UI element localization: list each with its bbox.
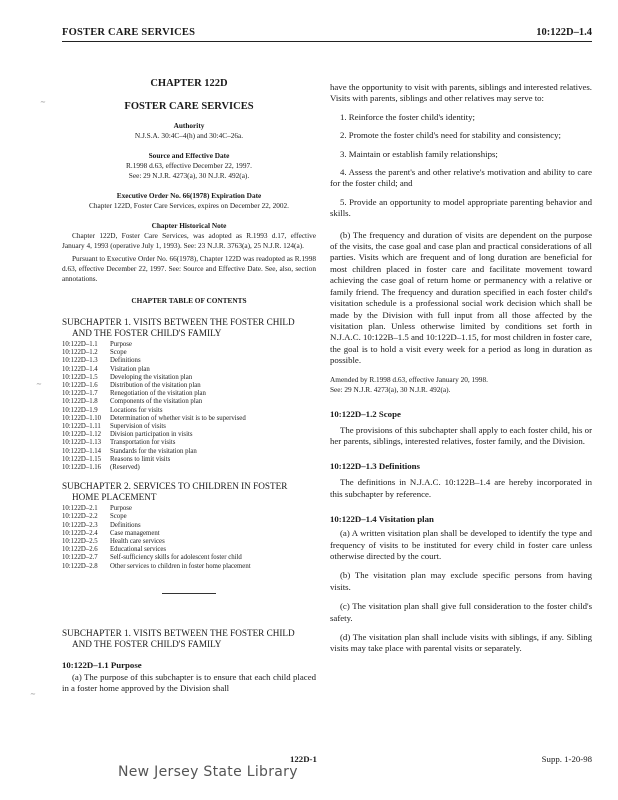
toc-row[interactable]: 10:122D–1.13 Transportation for visits: [62, 439, 176, 447]
section-1-1-text: (a) The purpose of this subchapter is to ensure that each child placed in a foster home approved by the Division shall: [62, 671, 316, 694]
toc-row[interactable]: 10:122D–1.3 Definitions: [62, 357, 141, 365]
paragraph-b: (b) The frequency and duration of visits are dependent on the purpose of the visits, the case goal and case plan and practical considerations of all parties. Visits which are frequent and of long duration are beneficial for most children placed in foster care and facilitate movement toward achieving the case goal of return home or permanency with a relative or family friend. The frequency and duration specified in each foster child's visitation schedule is a professional social work decision which shall be made by the Division with full input from all those affected by the visitation plan. Unless otherwise limited by conditions set forth in N.J.A.C. 10:122B–1.5 and 10:122D–1.15, for most children in foster care, the goal is to hold a visit every week for a period as long in duration as possible.: [330, 229, 592, 366]
section-1-4-b: (b) The visitation plan may exclude specific persons from having visits.: [330, 570, 592, 592]
supplement-date: Supp. 1-20-98: [541, 754, 592, 764]
scan-mark: ∼: [30, 690, 36, 698]
toc-row[interactable]: 10:122D–1.2 Scope: [62, 349, 127, 357]
toc-subchapter-2-list: [62, 505, 316, 571]
historical-note-2: Pursuant to Executive Order No. 66(1978), Chapter 122D was readopted as R.1998 d.63, effective December 22, 1997. See: Source and Effective Date. See, also, section annotations.: [62, 254, 316, 283]
toc-row[interactable]: 10:122D–1.4 Visitation plan: [62, 365, 150, 373]
section-1-4-c: (c) The visitation plan shall give full consideration to the foster child's safety.: [330, 601, 592, 623]
toc-row[interactable]: 10:122D–1.15 Reasons to limit visits: [62, 455, 171, 463]
page-number: 122D-1: [290, 754, 317, 764]
scan-mark: ∼: [36, 380, 42, 388]
list-item: 3. Maintain or establish family relationships;: [340, 148, 498, 159]
chapter-title: FOSTER CARE SERVICES: [124, 101, 254, 112]
left-column: [62, 52, 316, 695]
toc-row[interactable]: 10:122D–1.5 Developing the visitation plan: [62, 373, 193, 381]
section-1-1-title: 10:122D–1.1 Purpose: [62, 659, 142, 670]
toc-subchapter-2-title: SUBCHAPTER 2. SERVICES TO CHILDREN IN FOSTER HOME PLACEMENT: [62, 481, 288, 503]
historical-note-heading: Chapter Historical Note: [151, 221, 227, 230]
list-item: 5. Provide an opportunity to model appropriate parenting behavior and skills.: [330, 196, 592, 219]
toc-row[interactable]: 10:122D–1.1 Purpose: [62, 341, 132, 348]
section-1-2-text: The provisions of this subchapter shall apply to each foster child, his or her parents, siblings, interested relatives, foster family, and the Division.: [330, 424, 592, 446]
toc-row[interactable]: 10:122D–1.8 Components of the visitation plan: [62, 398, 203, 406]
source-line-1: R.1998 d.63, effective December 22, 1997.: [126, 161, 252, 170]
toc-row[interactable]: 10:122D–2.7 Self-sufficiency skills for adolescent foster child: [62, 554, 242, 562]
list-item: 2. Promote the foster child's need for stability and consistency;: [340, 130, 561, 141]
toc-row[interactable]: 10:122D–1.9 Locations for visits: [62, 406, 163, 414]
list-item: 1. Reinforce the foster child's identity;: [340, 111, 475, 122]
library-stamp: New Jersey State Library: [118, 764, 298, 780]
toc-row[interactable]: 10:122D–1.11 Supervision of visits: [62, 423, 166, 431]
toc-row[interactable]: 10:122D–1.12 Division participation in visits: [62, 431, 193, 439]
section-1-4-d: (d) The visitation plan shall include visits with siblings, if any. Sibling visits may take place with parental visits or separately.: [330, 632, 592, 654]
source-line-2: See: 29 N.J.R. 4273(a), 30 N.J.R. 492(a).: [128, 171, 250, 180]
toc-row[interactable]: 10:122D–2.8 Other services to children in foster home placement: [62, 562, 251, 570]
toc-row[interactable]: 10:122D–2.3 Definitions: [62, 521, 141, 529]
toc-subchapter-1-title: SUBCHAPTER 1. VISITS BETWEEN THE FOSTER CHILD AND THE FOSTER CHILD'S FAMILY: [62, 317, 295, 338]
authority-text: N.J.S.A. 30:4C–4(h) and 30:4C–26a.: [134, 131, 244, 140]
amendment-line-1: Amended by R.1998 d.63, effective January 20, 1998.: [330, 374, 488, 384]
header-section: 10:122D–1.4: [536, 27, 592, 38]
section-1-3-title: 10:122D–1.3 Definitions: [330, 461, 420, 472]
amendment-line-2: See: 29 N.J.R. 4273(a), 30 N.J.R. 492(a).: [330, 384, 451, 394]
toc-row[interactable]: 10:122D–2.2 Scope: [62, 513, 127, 521]
exec-order-heading: Executive Order No. 66(1978) Expiration Date: [116, 191, 262, 200]
list-item: 4. Assess the parent's and other relative's motivation and ability to care for the foster child; and: [330, 167, 592, 189]
header-title: FOSTER CARE SERVICES: [62, 27, 196, 38]
exec-order-text: Chapter 122D, Foster Care Services, expires on December 22, 2002.: [88, 201, 289, 210]
subchapter-1-heading: SUBCHAPTER 1. VISITS BETWEEN THE FOSTER CHILD AND THE FOSTER CHILD'S FAMILY: [62, 627, 295, 649]
right-column: [330, 52, 592, 655]
section-1-3-text: The definitions in N.J.A.C. 10:122B–1.4 are hereby incorporated in this subchapter by reference.: [330, 477, 592, 499]
toc-row[interactable]: 10:122D–2.1 Purpose: [62, 505, 132, 513]
toc-row[interactable]: 10:122D–1.14 Standards for the visitation plan: [62, 447, 197, 455]
section-1-4-a: (a) A written visitation plan shall be developed to identify the type and frequency of visits to be instituted for every child in foster care unless otherwise directed by the court.: [330, 528, 592, 561]
authority-heading: Authority: [173, 121, 205, 130]
purpose-list: [330, 112, 592, 220]
toc-row[interactable]: 10:122D–2.6 Educational services: [62, 546, 167, 554]
purpose-continuation: have the opportunity to visit with parents, siblings and interested relatives. Visits with parents, siblings and other relatives may serve to:: [330, 82, 592, 104]
scan-mark: ∼: [40, 98, 46, 106]
chapter-number: CHAPTER 122D: [150, 78, 228, 89]
toc-subchapter-1-list: [62, 341, 316, 472]
toc-row[interactable]: 10:122D–2.5 Health care services: [62, 538, 165, 546]
toc-row[interactable]: 10:122D–1.16 (Reserved): [62, 464, 140, 472]
section-1-2-title: 10:122D–1.2 Scope: [330, 408, 401, 419]
section-1-4-title: 10:122D–1.4 Visitation plan: [330, 514, 434, 525]
section-divider: [162, 593, 216, 594]
toc-row[interactable]: 10:122D–2.4 Case management: [62, 529, 160, 537]
toc-heading: CHAPTER TABLE OF CONTENTS: [131, 296, 247, 305]
source-heading: Source and Effective Date: [148, 151, 230, 160]
running-header: [62, 25, 592, 42]
toc-row[interactable]: 10:122D–1.10 Determination of whether visit is to be supervised: [62, 414, 246, 422]
toc-row[interactable]: 10:122D–1.7 Renegotiation of the visitation plan: [62, 390, 206, 398]
toc-row[interactable]: 10:122D–1.6 Distribution of the visitation plan: [62, 382, 201, 390]
historical-note-1: Chapter 122D, Foster Care Services, was adopted as R.1993 d.17, effective January 4, 1993 (operative July 1, 1993). See: 23 N.J.R. 3763(a), 25 N.J.R. 124(a).: [62, 231, 316, 250]
